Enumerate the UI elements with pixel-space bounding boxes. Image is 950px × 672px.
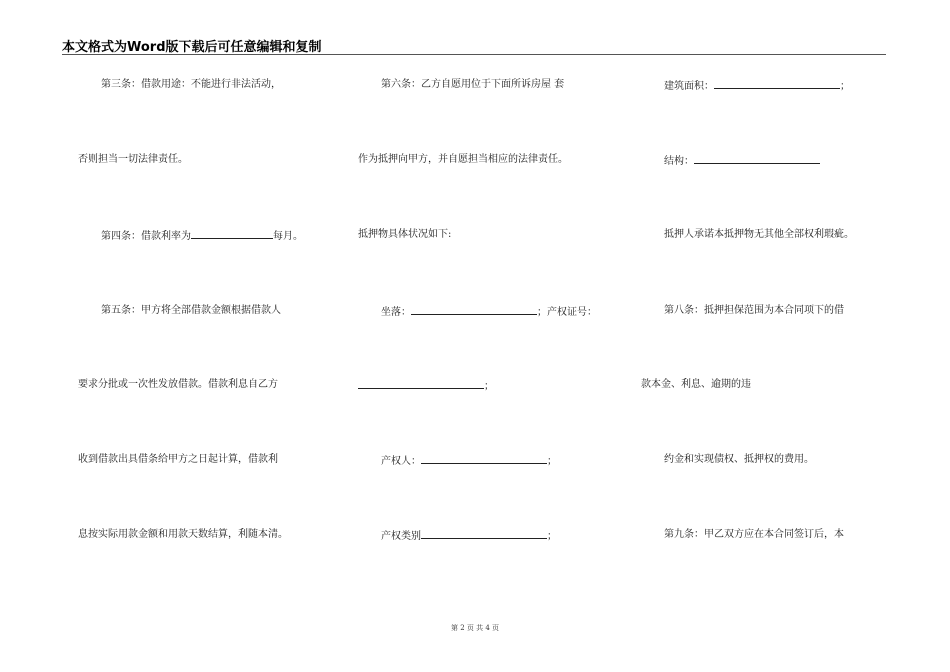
property-type-suffix: ； (547, 531, 557, 542)
clause-3-line-1: 第三条：借款用途：不能进行非法活动， (101, 79, 281, 90)
structure-line (664, 153, 820, 169)
certificate-label: ；产权证号： (537, 307, 597, 318)
page-number: 第 2 页 共 4 页 (450, 624, 500, 632)
certificate-blank (358, 378, 484, 389)
clause-5-line-4: 息按实际用款金额和用款天数结算，利随本清。 (78, 529, 288, 540)
location-blank (411, 304, 537, 315)
owner-blank (421, 453, 547, 464)
header-title: 本文格式为Word版下载后可任意编辑和复制 (62, 40, 322, 55)
clause-3-line-2: 否则担当一切法律责任。 (78, 154, 188, 165)
clause-5-line-3: 收到借款出具借条给甲方之日起计算，借款利 (78, 454, 278, 465)
clause-8-line-3: 约金和实现债权、抵押权的费用。 (664, 454, 814, 465)
pledgor-promise: 抵押人承诺本抵押物无其他全部权利瑕疵。 (664, 229, 854, 240)
certificate-line (358, 378, 494, 394)
clause-8-line-2: 款本金、利息、逾期的违 (641, 379, 751, 390)
certificate-suffix: ； (484, 381, 494, 392)
clause-6-line-1: 第六条：乙方自愿用位于下面所诉房屋 套 (381, 79, 565, 90)
property-type-line (381, 528, 557, 544)
clause-4-suffix: 每月。 (273, 231, 303, 242)
owner-line (381, 453, 557, 469)
clause-6-line-2: 作为抵押向甲方，并自愿担当相应的法律责任。 (358, 154, 568, 165)
clause-4-line (101, 228, 303, 244)
area-suffix: ； (840, 81, 850, 92)
clause-5-line-1: 第五条：甲方将全部借款金额根据借款人 (101, 305, 281, 316)
structure-label: 结构： (664, 156, 694, 167)
owner-label: 产权人： (381, 456, 421, 467)
location-label: 坐落： (381, 307, 411, 318)
area-label: 建筑面积： (664, 81, 714, 92)
area-blank (714, 78, 840, 89)
page-header (62, 34, 886, 55)
owner-suffix: ； (547, 456, 557, 467)
clause-5-line-2: 要求分批或一次性发放借款。借款利息自乙方 (78, 379, 278, 390)
structure-blank (694, 153, 820, 164)
clause-9-line-1: 第九条：甲乙双方应在本合同签订后，本 (664, 529, 844, 540)
location-line (381, 304, 597, 320)
clause-8-line-1: 第八条：抵押担保范围为本合同项下的借 (664, 305, 844, 316)
collateral-intro: 抵押物具体状况如下: (358, 229, 452, 240)
area-line (664, 78, 850, 94)
clause-4-label: 第四条：借款利率为 (101, 231, 191, 242)
interest-rate-blank (191, 228, 273, 239)
property-type-label: 产权类别 (381, 531, 421, 542)
property-type-blank (421, 528, 547, 539)
